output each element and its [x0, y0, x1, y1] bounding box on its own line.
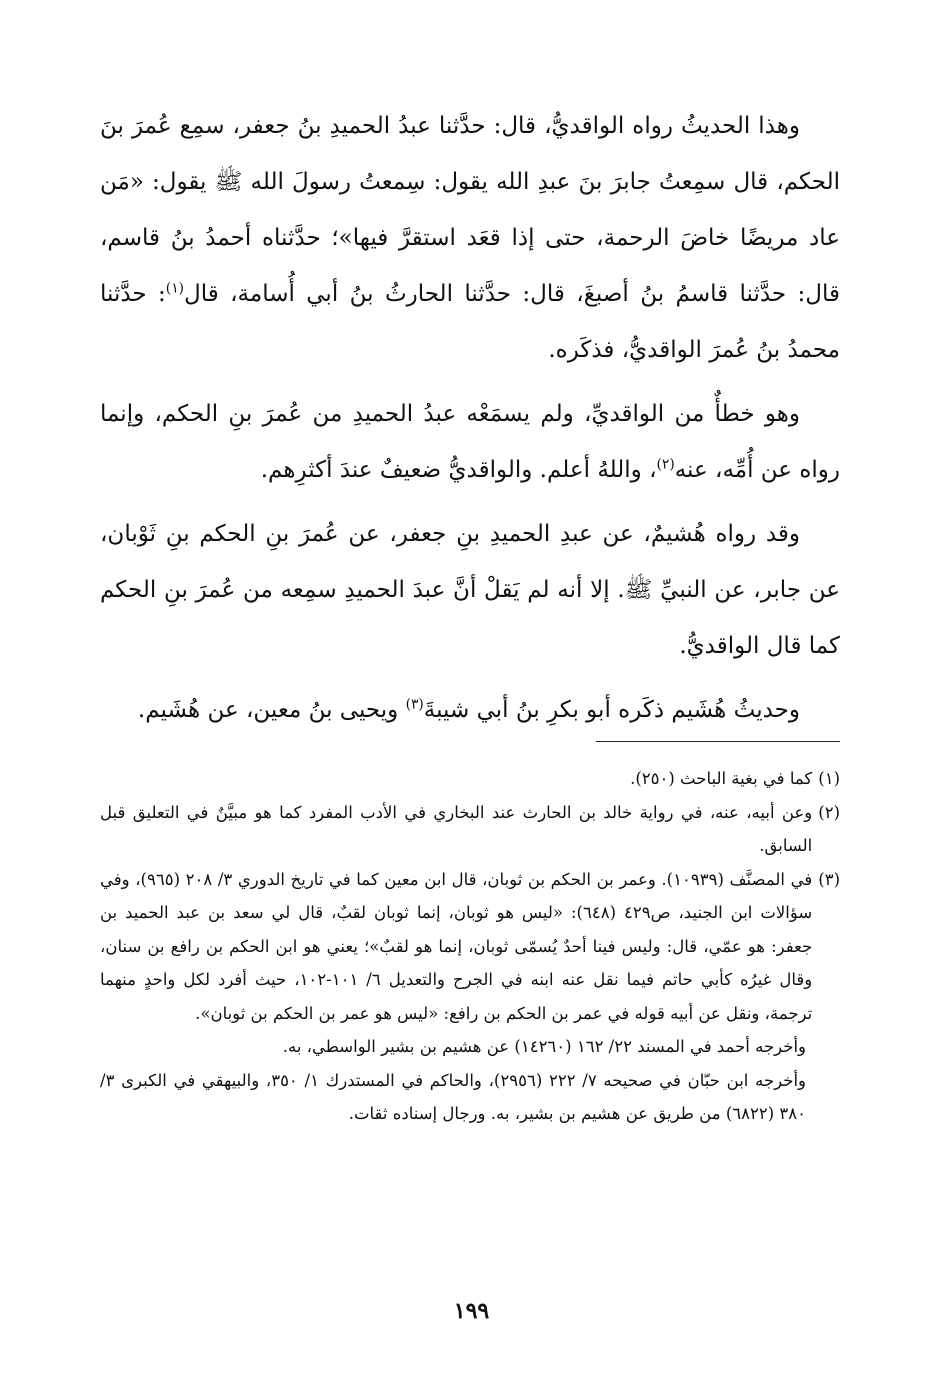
footnotes — [100, 762, 840, 1131]
paragraph-1 — [100, 98, 840, 378]
paragraph-3: وقد رواه هُشيمٌ، عن عبدِ الحميدِ بنِ جعفر، عن عُمرَ بنِ الحكم بنِ ثَوْبان، عن جابر، عن النبيِّ ﷺ. إلا أنه لم يَقلْ أنَّ عبدَ الحميدِ سمِعه من عُمرَ بنِ الحكم كما قال الواقديُّ. — [100, 521, 840, 659]
footnote-separator — [596, 741, 840, 742]
footnote-number: (١) — [818, 769, 840, 788]
paragraph-4-text-end: ويحيى بنُ معين، عن هُشَيم. — [137, 697, 406, 723]
footnote-3-extra-1: وأخرجه أحمد في المسند ٢٢/ ١٦٢ (١٤٢٦٠) عن هشيم بن بشير الواسطي، به. — [282, 1037, 806, 1056]
footnote-text: كما في بغية الباحث (٢٥٠). — [630, 769, 813, 788]
paragraph-1-text-end: : حدَّثنا محمدُ بنُ عُمرَ الواقديُّ، فذكَره. — [100, 281, 840, 363]
paragraph-4-text: وحديثُ هُشَيم ذكَره أبو بكرِ بنُ أبي شيبةَ — [423, 697, 800, 723]
footnote-text: وعن أبيه، عنه، في رواية خالد بن الحارث عند البخاري في الأدب المفرد كما هو مبيَّنٌ في التعليق قبل السابق. — [100, 802, 813, 855]
paragraph-2-text-end: ، واللهُ أعلم. والواقديُّ ضعيفٌ عندَ أكثرِهم. — [260, 457, 657, 483]
footnote-ref-1: (١) — [165, 280, 184, 297]
footnote-1 — [100, 762, 840, 796]
paragraph-1-text: وهذا الحديثُ رواه الواقديُّ، قال: حدَّثنا عبدُ الحميدِ بنُ جعفر، سمِع عُمرَ بنَ الحكم، قال سمِعتُ جابرَ بنَ عبدِ الله يقول: سِمعتُ رسولَ الله ﷺ يقول: «مَن عاد مريضًا خاضَ الرحمة، حتى إذا قعَد استقرَّ فيها»؛ حدَّثناه أحمدُ بنُ قاسم، قال: حدَّثنا قاسمُ بنُ أصبغَ، قال: حدَّثنا الحارثُ بنُ أبي أُسامة، قال — [100, 113, 840, 307]
paragraph-2-text: وهو خطأٌ من الواقديِّ، ولم يسمَعْه عبدُ الحميدِ من عُمرَ بنِ الحكم، وإنما رواه عن أُمِّه، عنه — [100, 401, 840, 483]
footnote-number: (٢) — [818, 802, 840, 822]
page-number: ١٩٩ — [453, 1298, 490, 1324]
footnote-ref-3: (٣) — [405, 696, 424, 713]
footnote-3-extra-2: وأخرجه ابن حبّان في صحيحه ٧/ ٢٢٢ (٢٩٥٦)، والحاكم في المستدرك ١/ ٣٥٠، والبيهقي في الكبرى ٣/ ٣٨٠ (٦٨٢٢) من طريق عن هشيم بن بشير، به. ورجال إسناده ثقات. — [100, 1070, 806, 1123]
footnote-2 — [100, 796, 840, 863]
footnote-text: في المصنَّف (١٠٩٣٩). وعمر بن الحكم بن ثوبان، قال ابن معين كما في تاريخ الدوري ٣/ ٢٠٨ (٩٦٥)، وفي سؤالات ابن الجنيد، ص٤٢٩ (٦٤٨): «ليس هو ثوبان، إنما ثوبان لقبٌ، قال لي سعد بن عبد الحميد بن جعفر: هو عمّي، قال: وليس فينا أحدٌ يُسمّى ثوبان، إنما هو لقبٌ»؛ يعني هو ابن الحكم بن رافع بن سنان، وقال غيرُه كأبي حاتم فيما نقل عنه ابنه في الجرح والتعديل ٦/ ١٠١-١٠٢، حيث أفرد لكل واحدٍ منهما ترجمة، ونقل عن أبيه قوله في عمر بن الحكم بن رافع: «ليس هو عمر بن الحكم بن ثوبان». — [100, 869, 813, 1023]
footnote-number: (٣) — [818, 869, 840, 889]
paragraph-4 — [100, 682, 840, 738]
footnote-ref-2: (٢) — [656, 456, 675, 473]
footnote-3 — [100, 863, 840, 1031]
paragraph-2 — [100, 386, 840, 498]
main-text — [100, 98, 840, 746]
